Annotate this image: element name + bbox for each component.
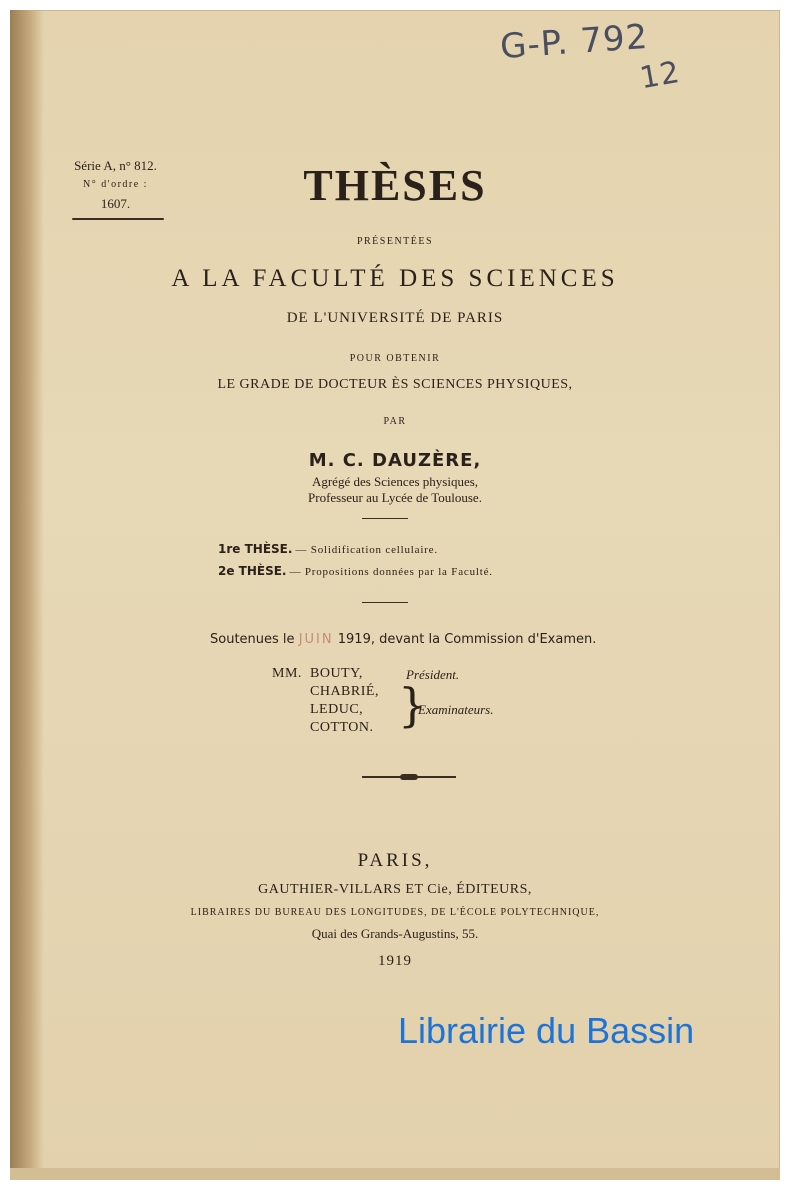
divider-rule [362,602,408,603]
jury-member: CHABRIÉ, [310,684,379,699]
jury-brace: } [398,678,428,732]
thesis-1-subject: — Solidification cellulaire. [295,544,438,556]
thesis-line-1 [218,542,438,557]
publisher-libraires: LIBRAIRES DU BUREAU DES LONGITUDES, DE L'ÉCOLE POLYTECHNIQUE, [190,907,600,918]
handwritten-shelfmark: G-P. 792 [498,16,650,68]
presentees-text: PRÉSENTÉES [356,236,434,247]
page-title: THÈSES [303,161,487,210]
examiners-role: Examinateurs. [418,702,494,717]
par-text: PAR [383,416,407,427]
thesis-2-subject: — Propositions données par la Faculté. [289,566,493,578]
jury-member: COTTON. [310,720,374,735]
order-label: N° d'ordre : [83,179,148,190]
divider-rule [362,518,408,519]
jury-member: LEDUC, [310,702,364,717]
pour-obtenir-text: POUR OBTENIR [349,353,441,364]
thesis-1-label: 1re THÈSE. [218,542,293,556]
series-divider [72,218,164,220]
defense-suffix: 1919, devant la Commission d'Examen. [337,632,597,647]
author-name: M. C. DAUZÈRE, [308,450,482,471]
publisher-city: PARIS, [357,850,433,871]
faculty-heading: A LA FACULTÉ DES SCIENCES [171,265,619,292]
thesis-line-2 [218,564,493,579]
ornament-center [400,774,418,780]
publication-year: 1919 [378,953,412,969]
university-heading: DE L'UNIVERSITÉ DE PARIS [286,310,504,326]
defense-prefix: Soutenues le [210,632,295,647]
handwritten-number: 12 [637,54,683,97]
series-number: Série A, n° 812. [74,158,157,173]
jury-member: BOUTY, [310,666,363,681]
jury-intro: MM. [272,666,302,681]
page-bottom-edge [10,1168,780,1180]
order-number: 1607. [100,196,131,211]
author-affiliation-2: Professeur au Lycée de Toulouse. [308,490,482,505]
document-page [10,10,780,1180]
publisher-address: Quai des Grands-Augustins, 55. [311,926,479,941]
author-affiliation-1: Agrégé des Sciences physiques, [311,474,479,489]
president-role: Président. [406,667,460,682]
date-stamp: JUIN [298,632,334,647]
watermark-text: Librairie du Bassin [398,1010,695,1051]
thesis-2-label: 2e THÈSE. [218,564,287,578]
defense-line [210,632,596,647]
degree-text: LE GRADE DE DOCTEUR ÈS SCIENCES PHYSIQUES, [217,377,573,392]
publisher-name: GAUTHIER-VILLARS ET Cie, ÉDITEURS, [258,882,532,897]
